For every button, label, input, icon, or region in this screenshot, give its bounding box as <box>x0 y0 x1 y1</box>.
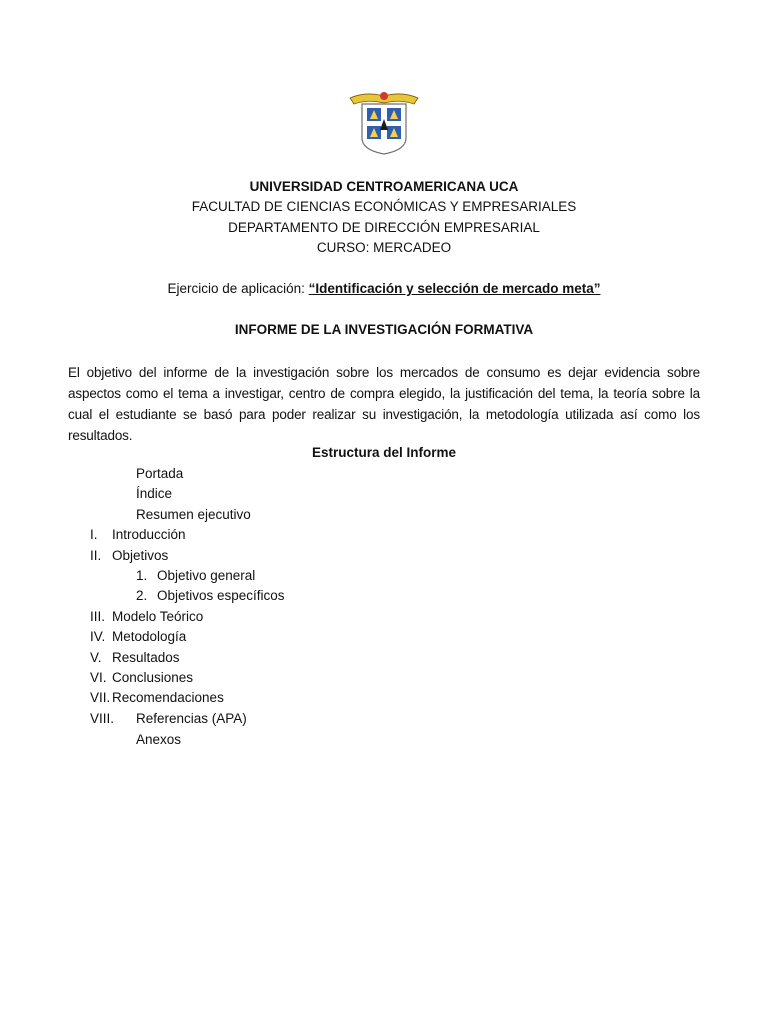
report-title: INFORME DE LA INVESTIGACIÓN FORMATIVA <box>234 322 534 337</box>
list-item: Modelo Teórico <box>112 609 204 624</box>
list-item: Introducción <box>112 527 186 542</box>
list-item-number: III. <box>90 609 106 624</box>
list-item-number: 2. <box>136 588 148 603</box>
objective-paragraph: El objetivo del informe de la investigación sobre los mercados de consumo es dejar evidencia sobre aspectos como el tema a investigar, centro de compra elegido, la justificación del tema, la teoría sobre la cual el estudiante se basó para poder realizar su investigación, la metodología utilizada así como los resultados. <box>68 365 700 443</box>
list-item-number: 1. <box>136 568 148 583</box>
list-item: Objetivo general <box>157 568 256 583</box>
list-item: Objetivos <box>112 548 169 563</box>
list-item: Metodología <box>112 629 187 644</box>
course-name: CURSO: MERCADEO <box>316 240 452 255</box>
exercise-prefix: Ejercicio de aplicación: <box>167 281 309 296</box>
list-item-number: II. <box>90 548 102 563</box>
list-item-number: V. <box>90 650 102 665</box>
exercise-title: “Identificación y selección de mercado meta” <box>308 281 601 296</box>
structure-heading: Estructura del Informe <box>311 445 457 460</box>
list-item: Anexos <box>136 732 182 747</box>
list-item-number: VI. <box>90 670 107 685</box>
list-item: Recomendaciones <box>112 690 224 705</box>
list-item-number: I. <box>90 527 98 542</box>
list-item: Objetivos específicos <box>157 588 285 603</box>
list-item-number: VII. <box>90 690 111 705</box>
list-item: Portada <box>136 466 184 481</box>
list-item: Resumen ejecutivo <box>136 507 251 522</box>
university-crest-logo <box>348 90 420 156</box>
university-name: UNIVERSIDAD CENTROAMERICANA UCA <box>249 179 519 194</box>
faculty-name: FACULTAD DE CIENCIAS ECONÓMICAS Y EMPRESARIALES <box>191 199 577 214</box>
department-name: DEPARTAMENTO DE DIRECCIÓN EMPRESARIAL <box>228 220 540 235</box>
list-item: Resultados <box>112 650 180 665</box>
list-item: Conclusiones <box>112 670 194 685</box>
exercise-line <box>0 281 768 296</box>
list-item: Referencias (APA) <box>136 711 247 726</box>
list-item-number: IV. <box>90 629 106 644</box>
list-item-number: VIII. <box>90 711 115 726</box>
list-item: Índice <box>136 486 173 501</box>
